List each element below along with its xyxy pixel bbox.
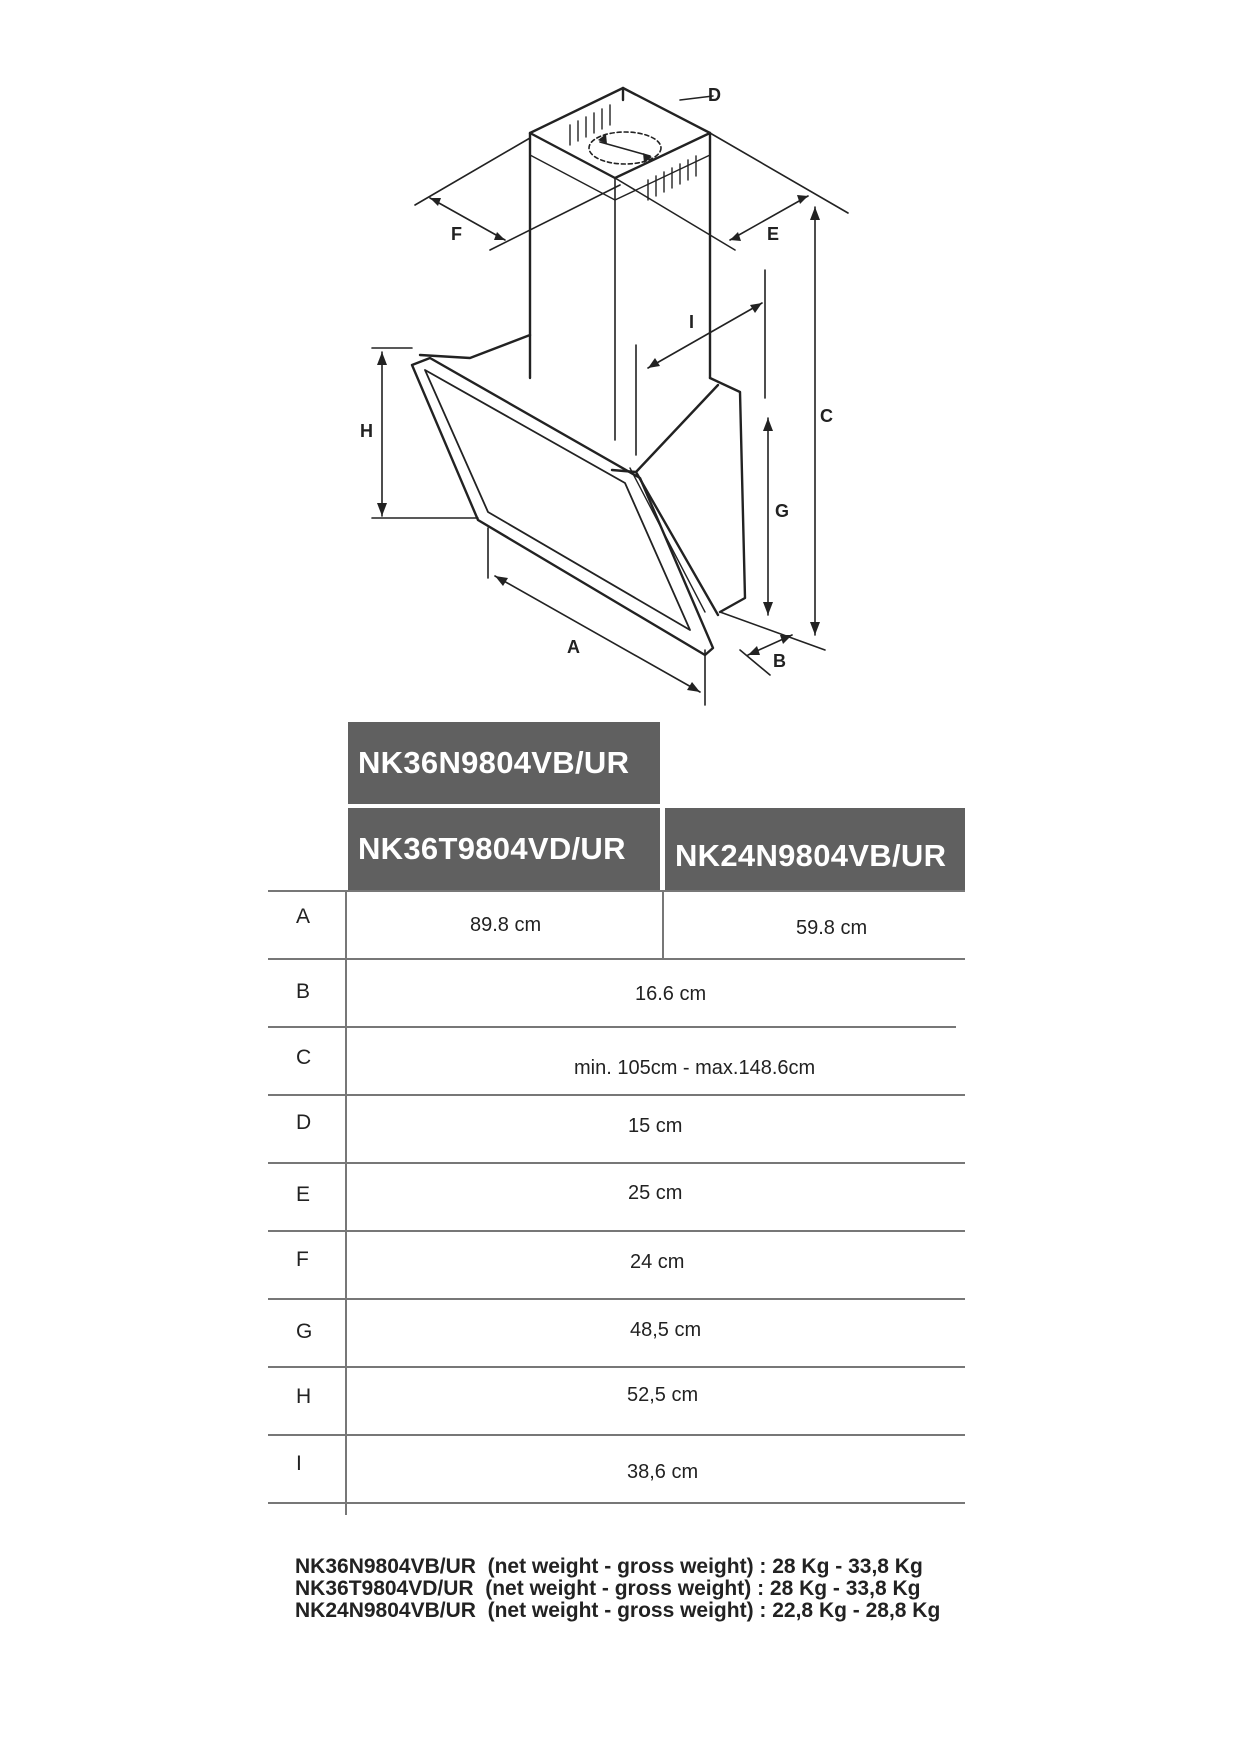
chimney: [530, 88, 710, 440]
weight-line: NK24N9804VB/UR (net weight - gross weight) : 22,8 Kg - 28,8 Kg: [295, 1599, 941, 1622]
header-model-2: NK36T9804VD/UR: [348, 808, 660, 890]
row-divider: [268, 958, 965, 960]
value-f: 24 cm: [630, 1251, 685, 1273]
dimension-lines: [372, 96, 848, 705]
row-label-g: G: [296, 1320, 313, 1343]
row-divider: [268, 1298, 965, 1300]
weight-line: NK36N9804VB/UR (net weight - gross weight) : 28 Kg - 33,8 Kg: [295, 1555, 923, 1578]
value-column-divider: [662, 890, 664, 958]
dim-label-d: D: [708, 85, 721, 105]
row-divider: [268, 1026, 956, 1028]
row-label-a: A: [296, 905, 311, 928]
header-model-1: NK36N9804VB/UR: [348, 722, 660, 804]
header-model-3: NK24N9804VB/UR: [665, 808, 965, 890]
glass-panel: [412, 358, 713, 655]
row-divider: [268, 1434, 965, 1436]
value-a-wide: 89.8 cm: [470, 914, 542, 936]
dim-label-a: A: [567, 637, 580, 657]
label-column-divider: [345, 890, 347, 1515]
canopy-body: [420, 335, 745, 615]
weights-note: [295, 1556, 940, 1622]
row-label-d: D: [296, 1111, 312, 1134]
dim-label-c: C: [820, 406, 833, 426]
value-h: 52,5 cm: [627, 1384, 699, 1406]
value-b: 16.6 cm: [635, 983, 707, 1005]
hood-dimension-diagram: [0, 0, 1240, 720]
row-divider: [268, 890, 965, 892]
row-label-i: I: [296, 1452, 302, 1475]
value-c: min. 105cm - max.148.6cm: [574, 1057, 816, 1079]
dim-label-f: F: [451, 224, 462, 244]
row-label-f: F: [296, 1248, 309, 1271]
weight-line: NK36T9804VD/UR (net weight - gross weight) : 28 Kg - 33,8 Kg: [295, 1577, 921, 1600]
row-label-b: B: [296, 980, 311, 1003]
value-g: 48,5 cm: [630, 1319, 702, 1341]
row-divider: [268, 1366, 965, 1368]
dim-label-h: H: [360, 421, 373, 441]
value-e: 25 cm: [628, 1182, 683, 1204]
value-d: 15 cm: [628, 1115, 683, 1137]
value-a-narrow: 59.8 cm: [796, 917, 868, 939]
row-divider: [268, 1094, 965, 1096]
dim-label-b: B: [773, 651, 786, 671]
dim-label-e: E: [767, 224, 780, 244]
value-i: 38,6 cm: [627, 1461, 699, 1483]
row-label-e: E: [296, 1183, 311, 1206]
row-divider: [268, 1230, 965, 1232]
row-label-h: H: [296, 1385, 312, 1408]
dim-label-i: I: [689, 312, 695, 332]
dim-label-g: G: [775, 501, 790, 521]
row-label-c: C: [296, 1046, 312, 1069]
row-divider: [268, 1502, 965, 1504]
row-divider: [268, 1162, 965, 1164]
